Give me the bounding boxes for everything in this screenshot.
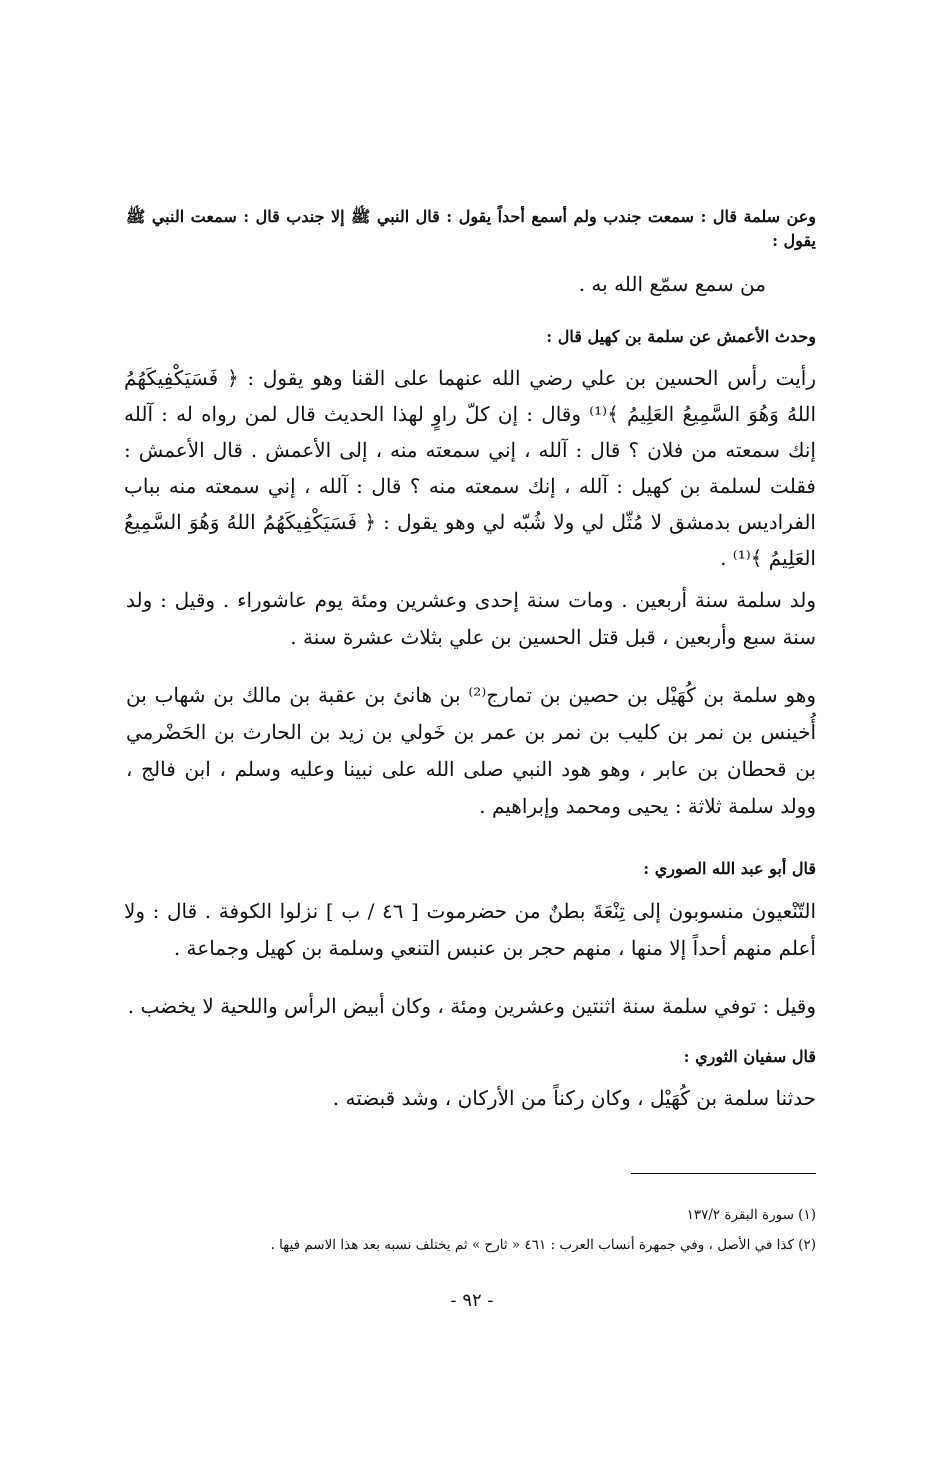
paragraph-death-alt: وقيل : توفي سلمة سنة اثنتين وعشرين ومئة ، وكان أبيض الرأس واللحية لا يخضب . bbox=[127, 994, 816, 1018]
heading-amash: وحدث الأعمش عن سلمة بن كهيل قال : bbox=[546, 327, 816, 346]
paragraph-husayn-head: رأيت رأس الحسين بن علي رضي الله عنهما على القنا وهو يقول : ﴿ فَسَيَكْفِيكَهُمُ اللهُ وَهُوَ السَّمِيعُ العَلِيمُ ﴾⁽¹⁾ وقال : إن كلّ راوٍ لهذا الحديث قال لمن رواه له : آلله إنك سمعته من فلان ؟ قال : آلله ، إني سمعته منه ، إلى الأعمش . قال الأعمش : فقلت لسلمة بن كهيل : آلله ، إنك سمعته منه ؟ قال : آلله ، إني سمعته منه بباب الفراديس بدمشق لا مُثّل لي ولا شُبّه لي وهو يقول : ﴿ فَسَيَكْفِيكَهُمُ اللهُ وَهُوَ السَّمِيعُ العَلِيمُ ﴾⁽¹⁾ . bbox=[124, 366, 817, 570]
paragraph-thawri: حدثنا سلمة بن كُهَيْل ، وكان ركناً من الأركان ، وشد قبضته . bbox=[332, 1086, 816, 1110]
page-number: - ٩٢ - bbox=[450, 1290, 494, 1311]
paragraph-salama-jundub: وعن سلمة قال : سمعت جندب ولم أسمع أحداً يقول : قال النبي ﷺ إلا جندب قال : سمعت النبي ﷺ يقول : bbox=[126, 207, 816, 250]
paragraph-lineage: وهو سلمة بن كُهَيْل بن حصين بن تمارج⁽²⁾ بن هانئ بن عقبة بن مالك بن شهاب بن أُخينس بن نمر بن كليب بن نمر بن عمر بن خَولي بن زيد بن الحارث بن الحَضْرمي بن قحطان بن عابر ، وهو هود النبي صلى الله على نبينا وعليه وسلم ، ابن فالج ، وولد سلمة ثلاثة : يحيى ومحمد وإبراهيم . bbox=[126, 683, 816, 818]
heading-suri: قال أبو عبد الله الصوري : bbox=[643, 859, 816, 878]
paragraph-birth-death: ولد سلمة سنة أربعين . ومات سنة إحدى وعشرين ومئة يوم عاشوراء . وقيل : ولد سنة سبع وأربعين ، قبل قتل الحسين بن علي بثلاث عشرة سنة . bbox=[126, 588, 816, 649]
heading-thawri: قال سفيان الثوري : bbox=[683, 1047, 816, 1066]
footnote-1: (١) سورة البقرة ١٣٧/٢ bbox=[686, 1207, 816, 1223]
paragraph-tanai: التّنْعيون منسوبون إلى تِنْعَةَ بطنٌ من حضرموت [ ٤٦ / ب ] نزلوا الكوفة . قال : ولا أعلم منهم أحداً إلا منها ، منهم حجر بن عنبس التنعي وسلمة بن كهيل وجماعة . bbox=[124, 899, 816, 960]
footnote-divider bbox=[631, 1173, 816, 1174]
hadith-text: من سمع سمّع الله به . bbox=[578, 272, 766, 296]
footnote-2: (٢) كذا في الأصل ، وفي جمهرة أنساب العرب : ٤٦١ « ثارح » ثم يختلف نسبه بعد هذا الاسم فيها . bbox=[270, 1237, 816, 1253]
